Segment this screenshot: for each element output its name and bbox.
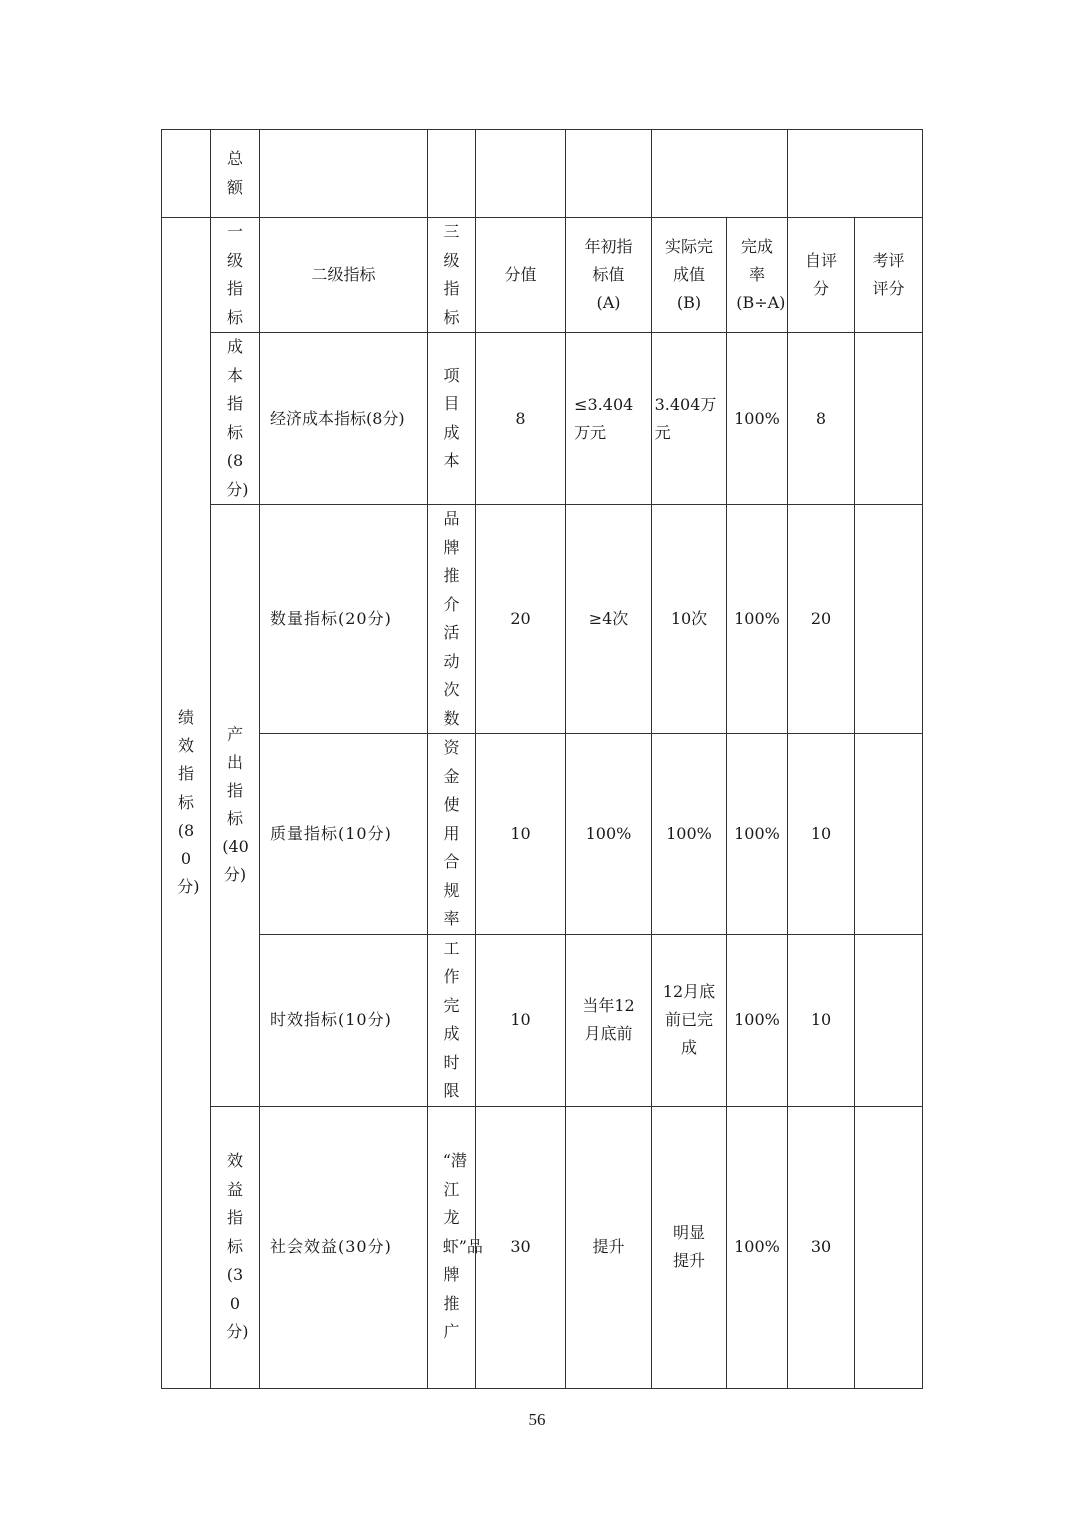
rate-cell: [727, 505, 788, 734]
score-cell: [476, 333, 566, 505]
actual-value: 明显提升: [672, 1223, 705, 1270]
score-cell: [476, 505, 566, 734]
rate-value: 100%: [734, 609, 780, 628]
self-eval-cell: [788, 1106, 855, 1388]
level3-cell: [428, 333, 476, 505]
review-cell: [855, 1106, 923, 1388]
rate-value: 100%: [734, 823, 780, 843]
level3-cell: [428, 934, 476, 1106]
score-cell: [476, 1106, 566, 1388]
level3-label: 工作完成时限: [443, 938, 460, 1100]
table-row: [162, 333, 923, 505]
level1-label: 成本指标(8分): [226, 337, 249, 499]
actual-value: 3.404万元: [654, 394, 717, 442]
actual-cell: [652, 333, 727, 505]
header-rate-cell: [727, 218, 788, 333]
level1-cell: [211, 1106, 260, 1388]
header-self-eval: 自评分: [805, 251, 838, 298]
target-value: ≤3.404万元: [574, 394, 634, 442]
level2-cell: [260, 734, 428, 935]
score-value: 30: [510, 1237, 531, 1256]
total-row: [162, 130, 923, 218]
empty-cell: [566, 130, 652, 218]
level1-label: 效益指标(30分): [226, 1151, 249, 1342]
table-row: [162, 505, 923, 734]
header-row: [162, 218, 923, 333]
header-score-cell: [476, 218, 566, 333]
perf-label: 绩效指标(80分): [177, 708, 200, 897]
self-eval-cell: [788, 734, 855, 935]
self-eval-value: 8: [815, 408, 827, 428]
target-cell: [566, 1106, 652, 1388]
empty-cell: [162, 130, 211, 218]
level2-label: 社会效益(30分): [270, 1237, 392, 1256]
header-level2: 二级指标: [311, 265, 376, 284]
empty-cell: [476, 130, 566, 218]
header-score: 分值: [504, 265, 537, 284]
rate-value: 100%: [734, 1010, 780, 1029]
self-eval-cell: [788, 505, 855, 734]
header-target: 年初指标值(A): [584, 237, 633, 312]
review-cell: [855, 333, 923, 505]
target-cell: [566, 505, 652, 734]
self-eval-cell: [788, 934, 855, 1106]
performance-table: [161, 129, 923, 1389]
empty-cell: [428, 130, 476, 218]
header-review: 考评评分: [872, 251, 905, 298]
level2-cell: [260, 1106, 428, 1388]
score-value: 10: [510, 1010, 531, 1029]
header-review-cell: [855, 218, 923, 333]
header-level3: 三级指标: [443, 222, 460, 327]
target-cell: [566, 734, 652, 935]
table-row: [162, 1106, 923, 1388]
rate-cell: [727, 934, 788, 1106]
empty-cell: [652, 130, 788, 218]
level3-cell: [428, 1106, 483, 1388]
header-target-cell: [566, 218, 652, 333]
level1-cell: [211, 505, 260, 1107]
level3-label: 项目成本: [443, 365, 460, 470]
score-cell: [476, 934, 566, 1106]
level2-label: 数量指标(20分): [270, 609, 392, 628]
level1-cell: [211, 333, 260, 505]
rate-cell: [727, 734, 788, 935]
level2-label: 质量指标(10分): [270, 823, 392, 843]
level3-label: “潜江龙虾”品牌推广: [442, 1151, 483, 1342]
score-value: 8: [515, 408, 526, 428]
header-self-eval-cell: [788, 218, 855, 333]
score-value: 10: [510, 823, 531, 843]
score-value: 20: [510, 609, 531, 628]
level2-cell: [260, 505, 428, 734]
rate-value: 100%: [734, 1237, 780, 1256]
self-eval-value: 20: [810, 609, 832, 628]
header-rate: 完成率(B÷A): [736, 237, 786, 312]
target-value: 提升: [592, 1237, 625, 1256]
level2-label: 时效指标(10分): [270, 1010, 392, 1029]
target-value: 当年12月底前: [582, 996, 635, 1043]
actual-value: 10次: [670, 609, 708, 628]
self-eval-value: 10: [810, 1010, 832, 1029]
table-row: [162, 934, 923, 1106]
table-row: [162, 734, 923, 935]
rate-value: 100%: [734, 408, 780, 428]
total-label: 总额: [226, 149, 243, 197]
actual-cell: [652, 1106, 727, 1388]
header-actual-cell: [652, 218, 727, 333]
total-label-cell: [211, 130, 260, 218]
target-value: ≥4次: [588, 609, 629, 628]
actual-value: 12月底前已完成: [662, 982, 716, 1057]
review-cell: [855, 734, 923, 935]
level2-cell: [260, 934, 428, 1106]
rate-cell: [727, 333, 788, 505]
target-value: 100%: [585, 823, 632, 843]
header-level2-cell: [260, 218, 428, 333]
review-cell: [855, 934, 923, 1106]
page-number: 56: [528, 1410, 546, 1429]
actual-value: 100%: [666, 823, 712, 843]
rate-cell: [727, 1106, 788, 1388]
actual-cell: [652, 734, 727, 935]
header-actual: 实际完成值(B): [664, 237, 713, 312]
perf-label-cell: [162, 218, 211, 1389]
actual-cell: [652, 934, 727, 1106]
actual-cell: [652, 505, 727, 734]
target-cell: [566, 934, 652, 1106]
level3-cell: [428, 505, 476, 734]
score-cell: [476, 734, 566, 935]
self-eval-value: 10: [810, 823, 832, 843]
level2-cell: [260, 333, 428, 505]
empty-cell: [260, 130, 428, 218]
target-cell: [566, 333, 652, 505]
level2-label: 经济成本指标(8分): [270, 408, 405, 428]
level3-label: 资金使用合规率: [443, 738, 460, 928]
header-level3-cell: [428, 218, 476, 333]
self-eval-value: 30: [810, 1237, 832, 1256]
level1-label: 产出指标(40分): [222, 725, 249, 885]
header-level1: 一级指标: [226, 222, 243, 327]
header-level1-cell: [211, 218, 260, 333]
empty-cell: [788, 130, 923, 218]
self-eval-cell: [788, 333, 855, 505]
review-cell: [855, 505, 923, 734]
level3-cell: [428, 734, 476, 935]
level3-label: 品牌推介活动次数: [443, 509, 460, 728]
